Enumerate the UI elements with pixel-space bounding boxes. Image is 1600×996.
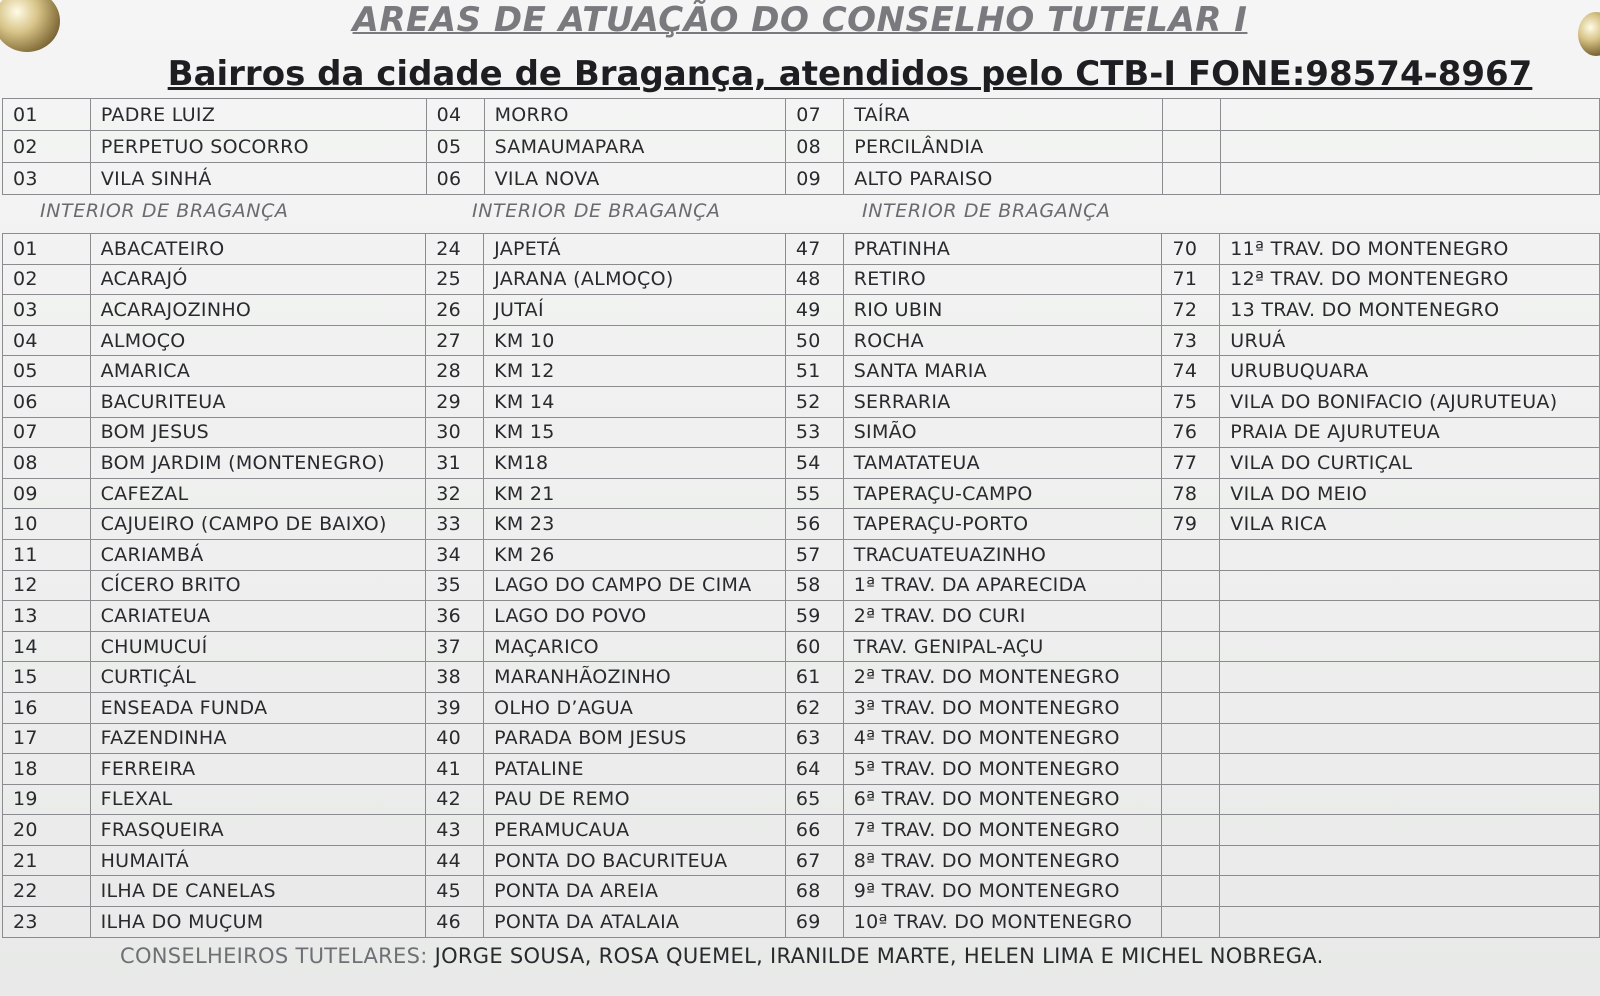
item-number: 72 (1162, 295, 1220, 326)
item-number: 76 (1162, 417, 1220, 448)
item-name: KM 14 (484, 386, 786, 417)
table-row (3, 356, 1600, 387)
item-name: PAU DE REMO (484, 784, 786, 815)
item-name: 6ª TRAV. DO MONTENEGRO (843, 784, 1162, 815)
footer-names: JORGE SOUSA, ROSA QUEMEL, IRANILDE MARTE, HELEN LIMA E MICHEL NOBREGA. (434, 944, 1324, 968)
item-number: 03 (3, 295, 91, 326)
item-number: 22 (3, 876, 91, 907)
item-name: PERCILÂNDIA (844, 131, 1163, 163)
item-number: 63 (785, 723, 843, 754)
table-row (3, 99, 1600, 131)
item-number: 14 (3, 631, 91, 662)
empty-cell (1220, 570, 1600, 601)
item-name: HUMAITÁ (90, 845, 426, 876)
table-row (3, 417, 1600, 448)
item-number: 18 (3, 754, 91, 785)
item-name: 5ª TRAV. DO MONTENEGRO (843, 754, 1162, 785)
item-number: 45 (426, 876, 484, 907)
item-number: 55 (785, 478, 843, 509)
empty-cell (1162, 601, 1220, 632)
item-number: 41 (426, 754, 484, 785)
item-name: MAÇARICO (484, 631, 786, 662)
table-row (3, 662, 1600, 693)
item-number: 35 (426, 570, 484, 601)
item-number: 59 (785, 601, 843, 632)
table-row (3, 234, 1600, 265)
item-number: 17 (3, 723, 91, 754)
item-name: 11ª TRAV. DO MONTENEGRO (1220, 234, 1600, 265)
item-number: 70 (1162, 234, 1220, 265)
item-number: 38 (426, 662, 484, 693)
table-row (3, 815, 1600, 846)
item-number: 01 (3, 234, 91, 265)
item-number: 39 (426, 692, 484, 723)
item-number: 53 (785, 417, 843, 448)
item-name: KM 15 (484, 417, 786, 448)
item-number: 27 (426, 325, 484, 356)
item-name: 3ª TRAV. DO MONTENEGRO (843, 692, 1162, 723)
item-name: ROCHA (843, 325, 1162, 356)
item-number: 34 (426, 539, 484, 570)
item-name: PERPETUO SOCORRO (90, 131, 426, 163)
empty-cell (1220, 692, 1600, 723)
item-number: 02 (3, 264, 91, 295)
item-name: MARANHÃOZINHO (484, 662, 786, 693)
item-name: 10ª TRAV. DO MONTENEGRO (843, 907, 1162, 938)
item-name: JAPETÁ (484, 234, 786, 265)
item-name: JUTAÍ (484, 295, 786, 326)
item-number: 12 (3, 570, 91, 601)
item-name: SIMÃO (843, 417, 1162, 448)
item-name: FAZENDINHA (90, 723, 426, 754)
item-name: BOM JARDIM (MONTENEGRO) (90, 448, 426, 479)
empty-cell (1220, 876, 1600, 907)
empty-cell (1162, 539, 1220, 570)
item-number: 54 (785, 448, 843, 479)
empty-cell (1220, 784, 1600, 815)
item-number: 13 (3, 601, 91, 632)
item-name: TAPERAÇU-CAMPO (843, 478, 1162, 509)
item-name: ALTO PARAISO (844, 163, 1163, 195)
item-number: 42 (426, 784, 484, 815)
item-number: 73 (1162, 325, 1220, 356)
item-number: 52 (785, 386, 843, 417)
item-name: TAPERAÇU-PORTO (843, 509, 1162, 540)
item-name: CHUMUCUÍ (90, 631, 426, 662)
empty-cell (1162, 876, 1220, 907)
item-number: 61 (785, 662, 843, 693)
item-number: 67 (785, 845, 843, 876)
section-heading: INTERIOR DE BRAGANÇA (472, 200, 721, 222)
item-name: VILA DO CURTIÇAL (1220, 448, 1600, 479)
item-name: VILA DO MEIO (1220, 478, 1600, 509)
table-row (3, 509, 1600, 540)
item-name: PONTA DA AREIA (484, 876, 786, 907)
item-number: 31 (426, 448, 484, 479)
table-row (3, 386, 1600, 417)
empty-cell (1162, 784, 1220, 815)
item-name: PERAMUCAUA (484, 815, 786, 846)
item-name: KM18 (484, 448, 786, 479)
empty-cell (1220, 131, 1599, 163)
table-row (3, 845, 1600, 876)
item-name: VILA SINHÁ (90, 163, 426, 195)
item-number: 05 (3, 356, 91, 387)
item-number: 01 (3, 99, 91, 131)
item-number: 04 (3, 325, 91, 356)
item-name: CÍCERO BRITO (90, 570, 426, 601)
item-number: 20 (3, 815, 91, 846)
table-row (3, 692, 1600, 723)
item-name: VILA DO BONIFACIO (AJURUTEUA) (1220, 386, 1600, 417)
item-number: 69 (785, 907, 843, 938)
item-name: TAÍRA (844, 99, 1163, 131)
item-number: 08 (786, 131, 844, 163)
item-name: CURTIÇÁL (90, 662, 426, 693)
section-heading: INTERIOR DE BRAGANÇA (40, 200, 289, 222)
table-row (3, 448, 1600, 479)
item-name: 13 TRAV. DO MONTENEGRO (1220, 295, 1600, 326)
table-row (3, 325, 1600, 356)
item-name: TAMATATEUA (843, 448, 1162, 479)
item-number: 28 (426, 356, 484, 387)
item-number: 51 (785, 356, 843, 387)
item-number: 50 (785, 325, 843, 356)
item-name: ILHA DO MUÇUM (90, 907, 426, 938)
item-number: 15 (3, 662, 91, 693)
empty-cell (1220, 845, 1600, 876)
section-heading: INTERIOR DE BRAGANÇA (862, 200, 1111, 222)
item-name: SAMAUMAPARA (484, 131, 786, 163)
item-number: 02 (3, 131, 91, 163)
item-name: PONTA DO BACURITEUA (484, 845, 786, 876)
item-name: URUBUQUARA (1220, 356, 1600, 387)
item-name: MORRO (484, 99, 786, 131)
item-name: KM 21 (484, 478, 786, 509)
item-number: 47 (785, 234, 843, 265)
item-number: 21 (3, 845, 91, 876)
item-number: 06 (426, 163, 484, 195)
item-name: KM 12 (484, 356, 786, 387)
item-name: ACARAJOZINHO (90, 295, 426, 326)
item-number: 24 (426, 234, 484, 265)
item-number: 29 (426, 386, 484, 417)
item-number: 26 (426, 295, 484, 326)
item-name: ABACATEIRO (90, 234, 426, 265)
empty-cell (1220, 601, 1600, 632)
item-name: PONTA DA ATALAIA (484, 907, 786, 938)
item-name: LAGO DO POVO (484, 601, 786, 632)
item-number: 48 (785, 264, 843, 295)
item-number: 36 (426, 601, 484, 632)
empty-cell (1220, 163, 1599, 195)
empty-cell (1162, 692, 1220, 723)
item-number: 46 (426, 907, 484, 938)
item-name: PATALINE (484, 754, 786, 785)
page-title: AREAS DE ATUAÇÃO DO CONSELHO TUTELAR I (352, 0, 1248, 40)
item-name: VILA NOVA (484, 163, 786, 195)
item-number: 10 (3, 509, 91, 540)
item-number: 32 (426, 478, 484, 509)
item-number: 43 (426, 815, 484, 846)
item-number: 05 (426, 131, 484, 163)
footer-label: CONSELHEIROS TUTELARES: (120, 944, 428, 968)
item-number: 78 (1162, 478, 1220, 509)
item-number: 09 (3, 478, 91, 509)
item-name: URUÁ (1220, 325, 1600, 356)
table-row (3, 163, 1600, 195)
item-number: 75 (1162, 386, 1220, 417)
item-name: CAJUEIRO (CAMPO DE BAIXO) (90, 509, 426, 540)
item-name: PRATINHA (843, 234, 1162, 265)
empty-cell (1162, 99, 1220, 131)
item-name: 4ª TRAV. DO MONTENEGRO (843, 723, 1162, 754)
item-number: 60 (785, 631, 843, 662)
item-name: RETIRO (843, 264, 1162, 295)
item-name: RIO UBIN (843, 295, 1162, 326)
item-name: ACARAJÓ (90, 264, 426, 295)
table-row (3, 478, 1600, 509)
item-name: 12ª TRAV. DO MONTENEGRO (1220, 264, 1600, 295)
table-row (3, 131, 1600, 163)
empty-cell (1220, 631, 1600, 662)
item-number: 25 (426, 264, 484, 295)
item-name: SANTA MARIA (843, 356, 1162, 387)
bairros-table (2, 98, 1600, 195)
item-name: 8ª TRAV. DO MONTENEGRO (843, 845, 1162, 876)
item-number: 19 (3, 784, 91, 815)
item-name: ILHA DE CANELAS (90, 876, 426, 907)
item-number: 71 (1162, 264, 1220, 295)
table-row (3, 570, 1600, 601)
empty-cell (1162, 723, 1220, 754)
item-name: 2ª TRAV. DO CURI (843, 601, 1162, 632)
table-row (3, 723, 1600, 754)
empty-cell (1220, 723, 1600, 754)
empty-cell (1220, 907, 1600, 938)
item-name: 1ª TRAV. DA APARECIDA (843, 570, 1162, 601)
table-row (3, 295, 1600, 326)
item-number: 03 (3, 163, 91, 195)
item-name: KM 26 (484, 539, 786, 570)
empty-cell (1162, 570, 1220, 601)
empty-cell (1220, 662, 1600, 693)
item-name: FRASQUEIRA (90, 815, 426, 846)
item-number: 09 (786, 163, 844, 195)
table-row (3, 754, 1600, 785)
item-name: VILA RICA (1220, 509, 1600, 540)
item-number: 11 (3, 539, 91, 570)
item-name: BACURITEUA (90, 386, 426, 417)
item-number: 16 (3, 692, 91, 723)
item-name: FLEXAL (90, 784, 426, 815)
empty-cell (1162, 662, 1220, 693)
table-row (3, 784, 1600, 815)
item-number: 33 (426, 509, 484, 540)
item-number: 65 (785, 784, 843, 815)
table-row (3, 631, 1600, 662)
table-row (3, 907, 1600, 938)
empty-cell (1162, 907, 1220, 938)
item-name: PARADA BOM JESUS (484, 723, 786, 754)
item-name: 9ª TRAV. DO MONTENEGRO (843, 876, 1162, 907)
empty-cell (1220, 815, 1600, 846)
empty-cell (1162, 631, 1220, 662)
table-row (3, 601, 1600, 632)
item-number: 40 (426, 723, 484, 754)
item-number: 77 (1162, 448, 1220, 479)
item-number: 64 (785, 754, 843, 785)
item-name: JARANA (ALMOÇO) (484, 264, 786, 295)
item-number: 44 (426, 845, 484, 876)
table-row (3, 539, 1600, 570)
item-number: 56 (785, 509, 843, 540)
item-name: BOM JESUS (90, 417, 426, 448)
item-number: 66 (785, 815, 843, 846)
item-number: 68 (785, 876, 843, 907)
item-name: LAGO DO CAMPO DE CIMA (484, 570, 786, 601)
footer-counselors (120, 944, 1324, 968)
item-name: KM 10 (484, 325, 786, 356)
empty-cell (1162, 815, 1220, 846)
item-name: CAFEZAL (90, 478, 426, 509)
item-number: 23 (3, 907, 91, 938)
empty-cell (1220, 539, 1600, 570)
item-name: 2ª TRAV. DO MONTENEGRO (843, 662, 1162, 693)
item-name: PADRE LUIZ (90, 99, 426, 131)
item-number: 07 (3, 417, 91, 448)
page-subtitle: Bairros da cidade de Bragança, atendidos pelo CTB-I FONE:98574-8967 (167, 54, 1533, 94)
item-number: 57 (785, 539, 843, 570)
item-name: FERREIRA (90, 754, 426, 785)
item-name: ALMOÇO (90, 325, 426, 356)
empty-cell (1220, 99, 1599, 131)
empty-cell (1220, 754, 1600, 785)
item-name: OLHO D’AGUA (484, 692, 786, 723)
table-row (3, 264, 1600, 295)
empty-cell (1162, 131, 1220, 163)
item-number: 06 (3, 386, 91, 417)
item-name: TRACUATEUAZINHO (843, 539, 1162, 570)
item-name: 7ª TRAV. DO MONTENEGRO (843, 815, 1162, 846)
item-name: KM 23 (484, 509, 786, 540)
item-name: AMARICA (90, 356, 426, 387)
table-row (3, 876, 1600, 907)
item-number: 58 (785, 570, 843, 601)
item-number: 07 (786, 99, 844, 131)
item-name: TRAV. GENIPAL-AÇU (843, 631, 1162, 662)
item-name: CARIAMBÁ (90, 539, 426, 570)
item-number: 37 (426, 631, 484, 662)
item-number: 04 (426, 99, 484, 131)
item-number: 79 (1162, 509, 1220, 540)
item-name: CARIATEUA (90, 601, 426, 632)
item-number: 49 (785, 295, 843, 326)
item-name: SERRARIA (843, 386, 1162, 417)
empty-cell (1162, 845, 1220, 876)
item-number: 62 (785, 692, 843, 723)
item-name: PRAIA DE AJURUTEUA (1220, 417, 1600, 448)
interior-table (2, 233, 1600, 938)
item-number: 08 (3, 448, 91, 479)
item-name: ENSEADA FUNDA (90, 692, 426, 723)
empty-cell (1162, 754, 1220, 785)
item-number: 30 (426, 417, 484, 448)
empty-cell (1162, 163, 1220, 195)
item-number: 74 (1162, 356, 1220, 387)
